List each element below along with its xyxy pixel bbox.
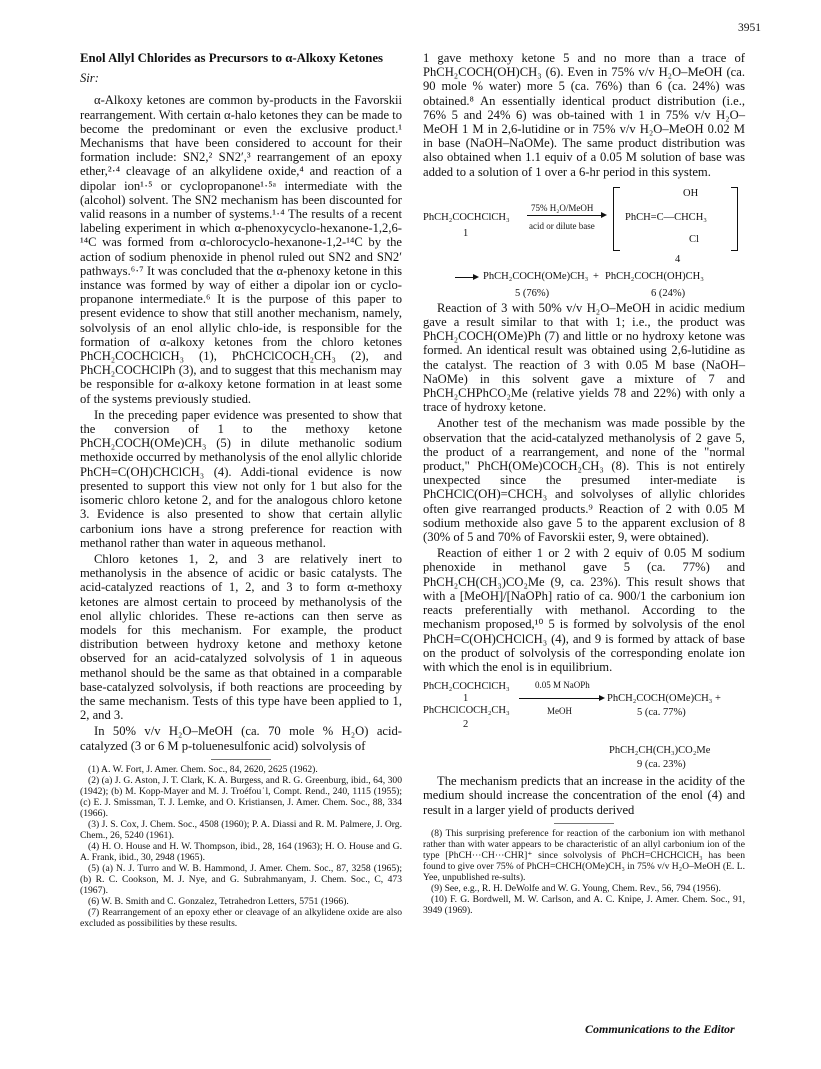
product: PhCH₂COCH(OMe)CH₃ +: [607, 693, 721, 705]
body-paragraph: α-Alkoxy ketones are common by-products in the Favorskii rearrangement. With certain α-halo ketones they can be made to become the predominant or even the exclusive product.¹ Mechanisms that have been considered to account for their formation include: SN2,² SN2′,³ rearrangement of an epoxy ether,²·⁴ cleavage of an alkylidene oxide,⁴ and reaction of a dipolar ion¹·⁵ or cyclopropanone¹·⁵ᵃ intermediate with the (alcohol) solvent. The SN2 mechanism has been discounted for valid reasons in a number of systems.¹·⁴ The results of a recent labeling experiment in which α-phenoxycyclo-hexanone-1,2,6-¹⁴C was formed from α-chlorocyclo-hexanone-1,2-¹⁴C by the action of sodium phenoxide in phenol ruled out SN2 and SN2′ pathways.⁶·⁷ It was concluded that the α-phenoxy ketone in this instance was formed by way of either a dipolar ion or cyclo-propanone intermediate.⁶ It is the purpose of this paper to present evidence to show that still another mechanism, namely, solvolysis of an enol allylic chlo-ide, is responsible for the formation of α-alkoxy ketones from the chloro ketones PhCH₂COCHClCH₃ (1), PhCHClCOCH₂CH₃ (2), and PhCH₂COCHClPh (3), and to suggest that this mechanism may be responsible for α-alkoxy ketone formation in at least some of the systems previously studied.: [80, 93, 402, 406]
left-column: [80, 51, 402, 929]
product-yield: 9 (ca. 23%): [637, 759, 686, 771]
intermediate-number: 4: [675, 253, 681, 265]
reaction-arrow: [455, 277, 475, 278]
body-paragraph: The mechanism predicts that an increase in the acidity of the medium should increase the concentration of the enol (4) and result in a larger yield of products derived: [423, 774, 745, 817]
body-paragraph: Reaction of either 1 or 2 with 2 equiv of 0.05 M sodium phenoxide in methanol gave 5 (ca. 77%) and PhCH₂CH(CH₃)CO₂Me (9, ca. 23%). This result shows that with a [MeOH]/[NaOPh] ratio of ca. 900/1 the carbonium ion reacts preferentially with methanol. According to the mechanism proposed,¹⁰ 5 is formed by solvolysis of the enol PhCH=C(OH)CHClCH₃ (4), and 9 is formed by attack of base on the product of solvolysis of the corresponding enolate ion with which the enol is in equilibrium.: [423, 546, 745, 674]
salutation: Sir:: [80, 71, 99, 86]
product-yield: 6 (24%): [651, 287, 686, 299]
footnote: (1) A. W. Fort, J. Amer. Chem. Soc., 84, 2620, 2625 (1962).: [88, 763, 318, 775]
footnote: (3) J. S. Cox, J. Chem. Soc., 4508 (1960); P. A. Diassi and R. M. Palmere, J. Org. Chem., 26, 5240 (1961).: [80, 818, 402, 841]
intermediate-oh: OH: [683, 187, 699, 199]
right-column: [423, 51, 745, 916]
product: PhCH₂COCH(OH)CH₃: [605, 270, 704, 282]
body-paragraph: Another test of the mechanism was made possible by the observation that the acid-catalyzed methanolysis of 2 gave 5, the product of a rearrangement, and none of the "normal product," PhCH(OMe)COCH₂CH₃ (8). This is not entirely unexpected since the presumed inter-mediate is PhCHClC(OH)=CHCH₃ and solvolyses of allylic chlorides often give rearranged products.⁹ Reaction of 2 with 0.05 M sodium methoxide also gave 5 to the apparent exclusion of 8 (30% of 5 and 70% of Favorskii ester, 9, were obtained).: [423, 416, 745, 545]
article-title: Enol Allyl Chlorides as Precursors to α-Alkoxy Ketones: [80, 51, 384, 65]
arrow-head-icon: [473, 274, 479, 280]
scheme-condition: MeOH: [547, 706, 572, 717]
body-paragraph: In 50% v/v H₂O–MeOH (ca. 70 mole % H₂O) acid-catalyzed (3 or 6 M p-toluenesulfonic acid) solvolysis of: [80, 724, 402, 753]
arrow-head-icon: [599, 695, 605, 701]
scheme-reactant-number: 2: [463, 719, 469, 731]
scheme-reactant-number: 1: [463, 693, 469, 705]
product-yield: 5 (76%): [515, 287, 550, 299]
reaction-scheme-2: [423, 676, 745, 774]
scheme-reactant: PhCH₂COCHClCH₃: [423, 211, 510, 223]
footnotes-left: [80, 764, 402, 929]
scheme-condition: 0.05 M NaOPh: [535, 680, 590, 691]
footnote-divider: [211, 759, 271, 760]
footnote: (4) H. O. House and H. W. Thompson, ibid., 28, 164 (1963); H. O. House and G. A. Frank, ibid., 30, 2948 (1965).: [80, 840, 402, 863]
scheme-1-yields: [423, 287, 745, 301]
plus-sign: +: [593, 270, 599, 282]
product-yield: 5 (ca. 77%): [637, 707, 686, 719]
footnotes-right: [423, 828, 745, 916]
body-paragraph: Reaction of 3 with 50% v/v H₂O–MeOH in acidic medium gave a result similar to that with 1; i.e., the product was PhCH₂COCH(OMe)Ph (7) and little or no hydroxy ketone was formed. An identical result was obtained using 2,6-lutidine as the catalyst. The reaction of 3 with 0.05 M base (NaOH–NaOMe) in this solvent gave a mixture of 7 and PhCH₂CHPhCO₂Me (relative yields 78 and 22%) with only a trace of hydroxy ketone.: [423, 300, 745, 415]
body-paragraph: 1 gave methoxy ketone 5 and no more than a trace of PhCH₂COCH(OH)CH₃ (6). Even in 75% v/v H₂O–MeOH (ca. 90 mole % water) more 5 (ca. 76%) than 6 (ca. 24%) was obtained.⁸ An essentially identical product distribution (i.e., 76% 5 and 24% 6) was ob-tained with 1 in 75% v/v H₂O–MeOH 1 M in 2,6-lutidine or in 75% v/v H₂O–MeOH 0.02 M in base (NaOH–NaOMe). The same product distribution was also obtained when 1.1 equiv of a 0.05 M solution of base was added to a solution of 1 over a 6-hr period in this system.: [423, 51, 745, 179]
scheme-condition: acid or dilute base: [529, 220, 595, 231]
reaction-arrow: [527, 215, 603, 216]
left-bracket: [613, 187, 620, 251]
body-paragraph: Chloro ketones 1, 2, and 3 are relatively inert to methanolysis in the absence of acidic or basic catalysts. The acid-catalyzed reactions of 1, 2, and 3 to form α-methoxy ketones are almost certain to proceed by methanolysis of the enol allylic chlorides. These re-actions can then serve as models for this mechanism. For example, the product distribution between hydroxy ketone and methoxy ketone observed for an acid-catalyzed solvolysis of 1 in aqueous methanol should be the same as that obtained in a comparable base-catalyzed solvolysis, if both reactions are proceeding by the same mechanism. Tests of this type have been applied to 1, 2, and 3.: [80, 551, 402, 723]
arrow-head-icon: [601, 212, 607, 218]
reaction-arrow: [519, 698, 601, 699]
scheme-reactant: PhCHClCOCH₂CH₃: [423, 705, 510, 717]
footnote: (6) W. B. Smith and C. Gonzalez, Tetrahedron Letters, 5751 (1966).: [88, 895, 349, 907]
footnote: (2) (a) J. G. Aston, J. T. Clark, K. A. Burgess, and R. G. Greenburg, ibid., 64, 300 (1942); (b) M. Kopp-Mayer and M. J. Troéfou˙l, Compt. Rend., 240, 1115 (1955); (c) E. J. Smissman, T. J. Lemke, and O. Kristiansen, J. Amer. Chem. Soc., 88, 334 (1966).: [80, 774, 402, 819]
footnote: (8) This surprising preference for reaction of the carbonium ion with methanol rather than with water appears to be characteristic of an allyl carbonium ion of the type [PhCH⋯CH⋯CHR]⁺ since solvolysis of PhCH=CHCHClCH₃ has been found to give over 75% of PhCH=CHCH(OMe)CH₃ in 75% v/v H₂O–MeOH (E. L. Yee, unpublished re-sults).: [423, 827, 745, 883]
scheme-reactant: PhCH₂COCHClCH₃: [423, 681, 510, 693]
product: PhCH₂COCH(OMe)CH₃: [483, 270, 589, 282]
reaction-scheme-1: [423, 181, 745, 287]
scheme-condition: 75% H₂O/MeOH: [531, 202, 594, 213]
footnote: (10) F. G. Bordwell, M. W. Carlson, and A. C. Knipe, J. Amer. Chem. Soc., 91, 3949 (1969).: [423, 893, 745, 916]
scheme-reactant-number: 1: [463, 227, 469, 239]
right-bracket: [731, 187, 738, 251]
footnote-divider: [554, 823, 614, 824]
product: PhCH₂CH(CH₃)CO₂Me: [609, 745, 711, 757]
page-number: 3951: [738, 22, 761, 34]
journal-section-footer: Communications to the Editor: [585, 1022, 735, 1036]
footnote: (7) Rearrangement of an epoxy ether or cleavage of an alkylidene oxide are also excluded as possibilities by these results.: [80, 906, 402, 929]
intermediate: PhCH=C—CHCH₃: [625, 211, 707, 223]
body-paragraph: In the preceding paper evidence was presented to show that the conversion of 1 to the methoxy ketone PhCH₂COCH(OMe)CH₃ (5) in dilute methanolic sodium methoxide occurred by methanolysis of the enol allylic chloride PhCH=C(OH)CHClCH₃ (4). Addi-tional evidence is now presented to support this view not only for 1 but also for the isomeric chloro ketone 2, and for the analogous chloro ketone 3. Evidence is also presented to show that certain allylic carbonium ions have a strong preference for reaction with methanol rather than water in aqueous methanol.: [80, 407, 402, 550]
intermediate-cl: Cl: [689, 233, 699, 245]
footnote: (5) (a) N. J. Turro and W. B. Hammond, J. Amer. Chem. Soc., 87, 3258 (1965); (b) R. C. Cookson, M. J. Nye, and G. Subrahmanyam, J. Chem. Soc., C, 473 (1967).: [80, 862, 402, 896]
footnote: (9) See, e.g., R. H. DeWolfe and W. G. Young, Chem. Rev., 56, 794 (1956).: [431, 882, 721, 894]
